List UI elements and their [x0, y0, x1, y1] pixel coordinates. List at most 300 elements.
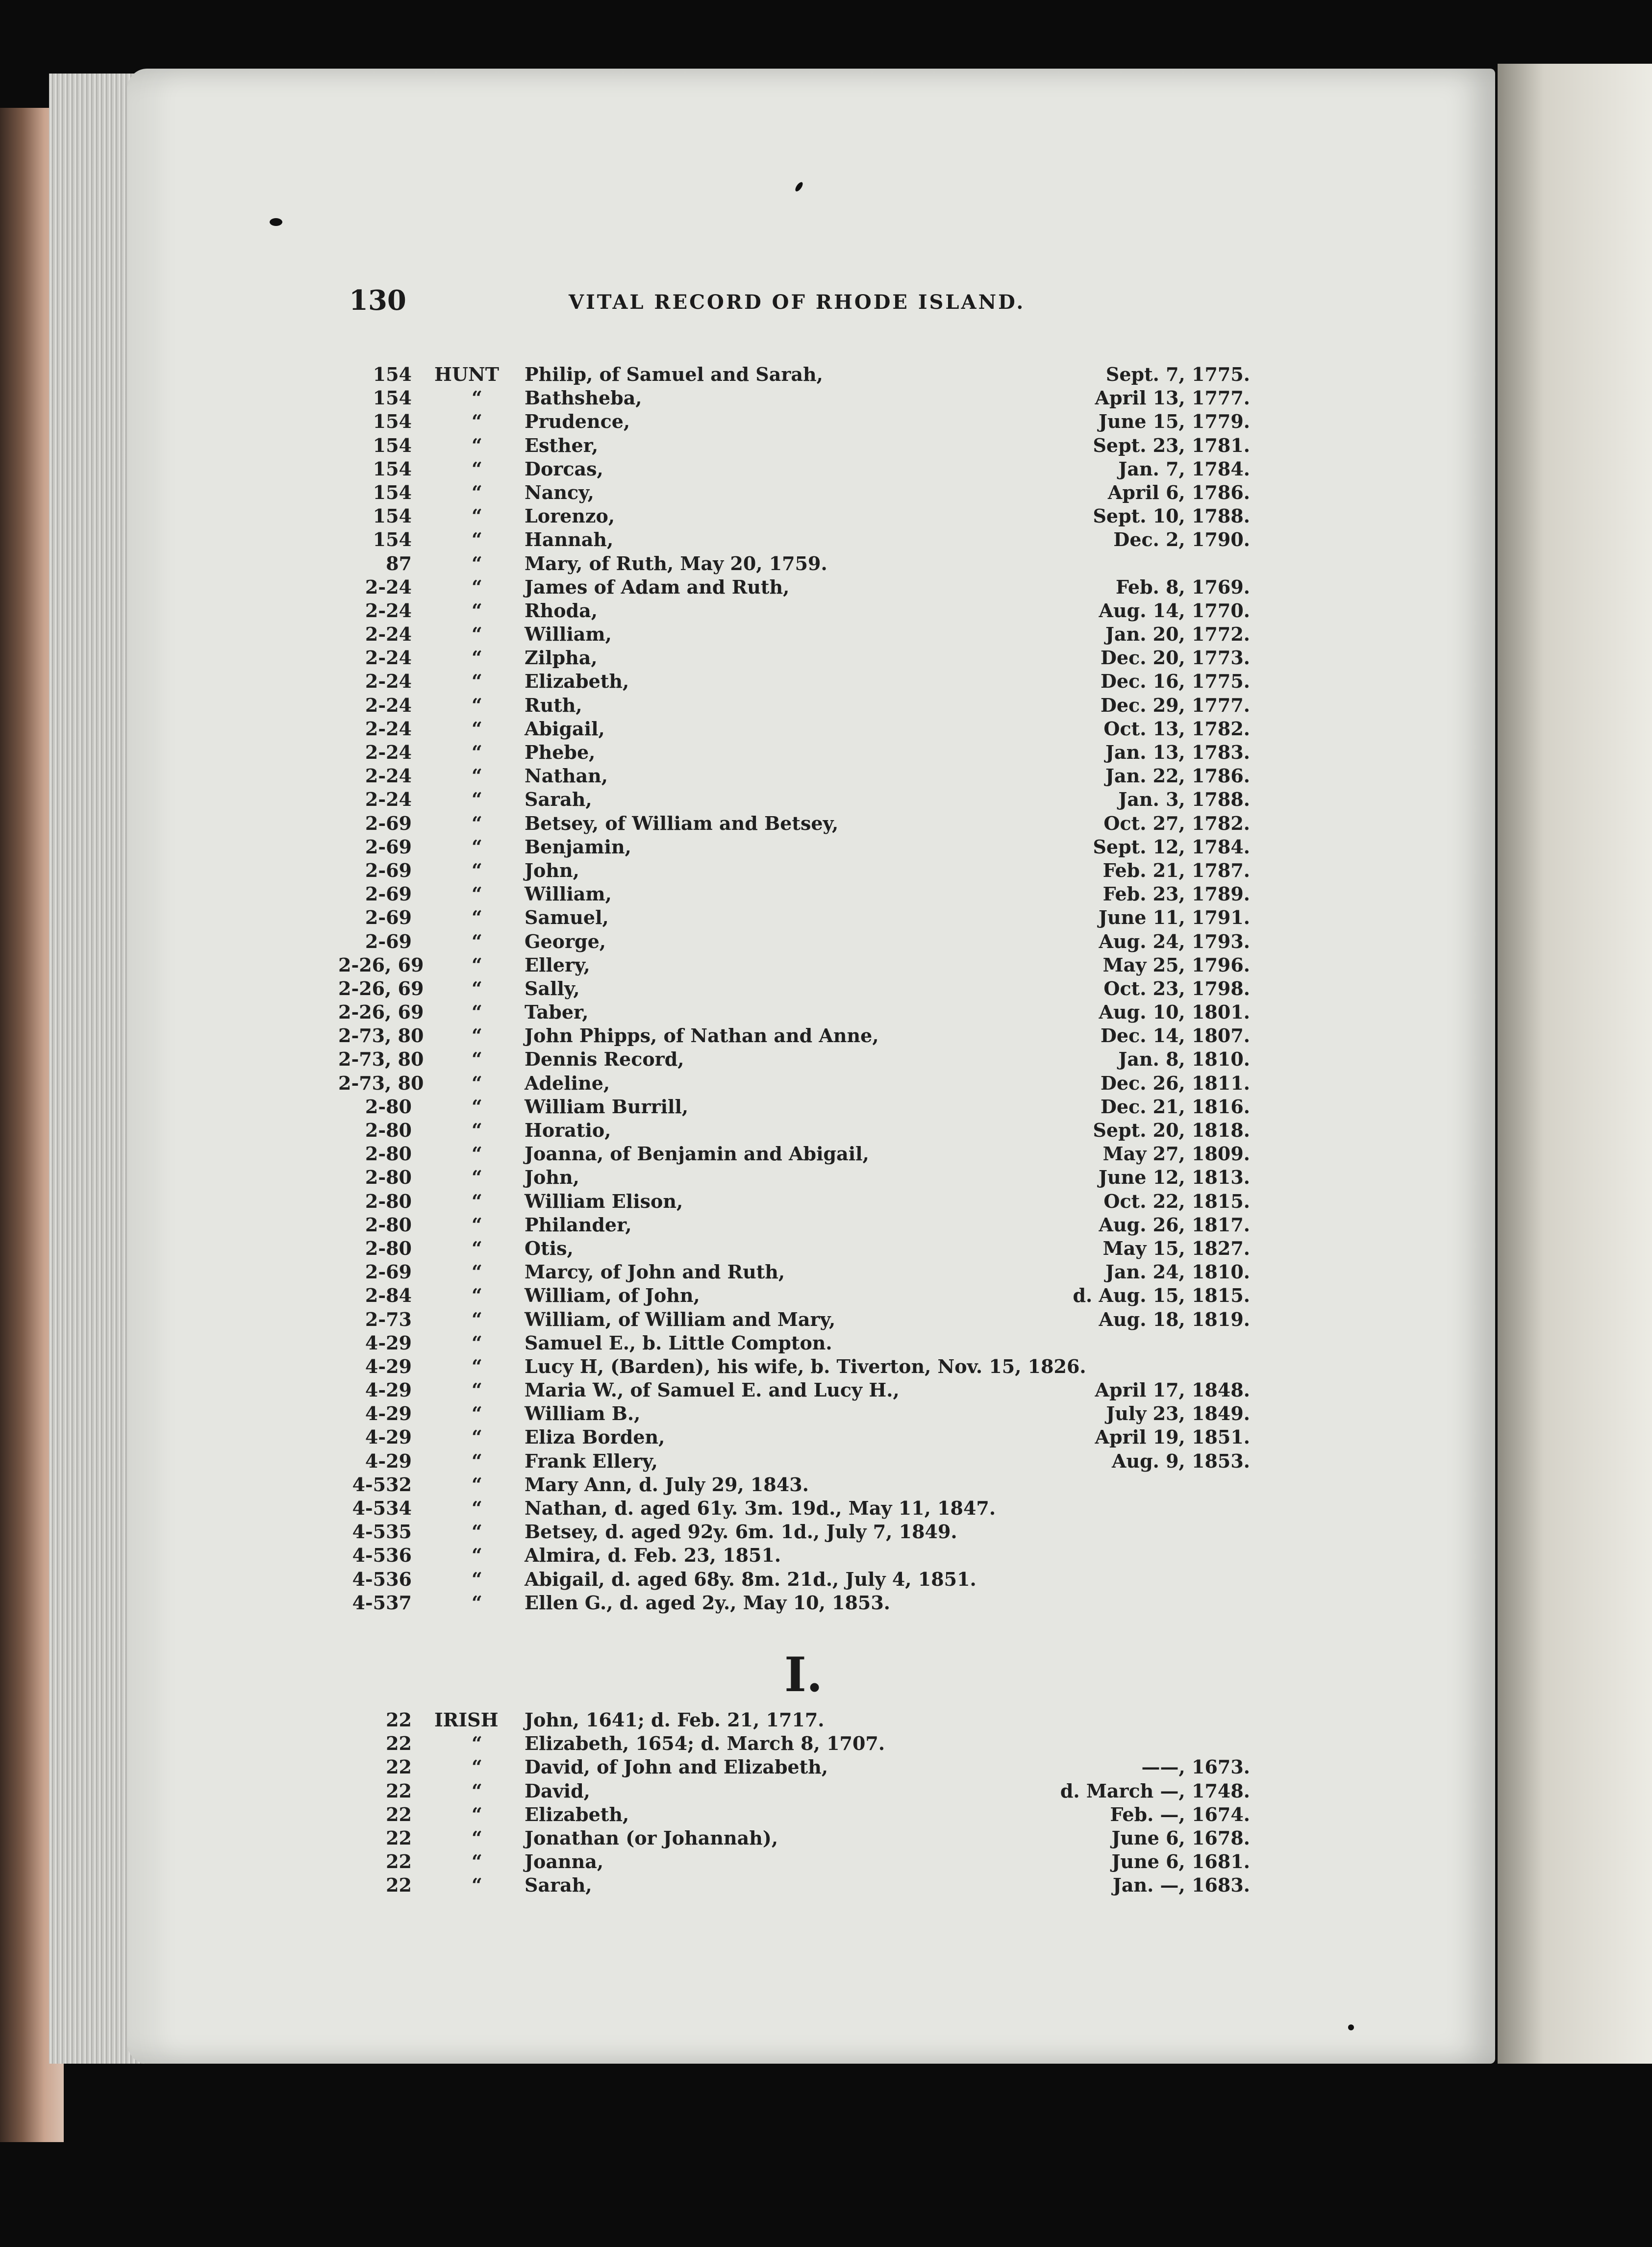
record-reference: 2-69: [365, 859, 412, 881]
record-row: [338, 1873, 1250, 1897]
record-row: [338, 1497, 1250, 1520]
record-row: [338, 1308, 1250, 1331]
record-reference: 22: [386, 1874, 412, 1897]
record-name: Lorenzo,: [525, 505, 615, 527]
ditto-mark: “: [472, 859, 482, 881]
record-reference: 2-24: [365, 717, 412, 740]
record-row: [338, 1260, 1250, 1284]
record-reference: 4-29: [365, 1331, 412, 1354]
record-date: Sept. 23, 1781.: [1093, 434, 1250, 456]
record-reference: 2-26, 69: [338, 977, 424, 999]
ditto-mark: “: [472, 1190, 482, 1212]
ditto-mark: “: [472, 930, 482, 952]
record-name: Samuel,: [525, 906, 609, 929]
record-date: d. March —, 1748.: [1060, 1779, 1250, 1802]
ditto-mark: “: [472, 647, 482, 669]
record-date: ——, 1673.: [1141, 1756, 1250, 1778]
record-row: [338, 1708, 1250, 1732]
record-row: [338, 1095, 1250, 1119]
record-row: [338, 552, 1250, 575]
section-letter: I.: [784, 1647, 823, 1702]
record-row: [338, 1544, 1250, 1567]
record-row: [338, 457, 1250, 481]
record-name: Sarah,: [525, 788, 592, 811]
record-name: Benjamin,: [525, 835, 631, 858]
record-reference: 2-24: [365, 599, 412, 622]
record-date: Jan. —, 1683.: [1112, 1874, 1250, 1897]
ditto-mark: “: [472, 1497, 482, 1519]
ditto-mark: “: [472, 977, 482, 999]
ditto-mark: “: [472, 1568, 482, 1590]
record-name: Joanna, of Benjamin and Abigail,: [525, 1143, 869, 1165]
ditto-mark: “: [472, 410, 482, 433]
record-name: Nathan,: [525, 765, 608, 787]
ink-speck: [794, 181, 804, 193]
record-reference: 154: [373, 457, 412, 480]
ditto-mark: “: [472, 1732, 482, 1755]
record-reference: 22: [386, 1779, 412, 1802]
record-name: Philip, of Samuel and Sarah,: [525, 363, 823, 385]
record-row: [338, 788, 1250, 811]
ditto-mark: “: [472, 457, 482, 480]
record-reference: 4-537: [352, 1591, 412, 1614]
record-row: [338, 670, 1250, 693]
ditto-mark: “: [472, 1261, 482, 1283]
record-surname: IRISH: [434, 1709, 499, 1731]
record-reference: 2-69: [365, 1261, 412, 1283]
record-reference: 2-24: [365, 575, 412, 598]
ditto-mark: “: [472, 1544, 482, 1567]
ditto-mark: “: [472, 1048, 482, 1071]
ditto-mark: “: [472, 1237, 482, 1259]
record-date: Jan. 22, 1786.: [1105, 765, 1250, 787]
record-reference: 154: [373, 505, 412, 527]
record-row: [338, 1568, 1250, 1591]
record-date: Sept. 20, 1818.: [1093, 1119, 1250, 1141]
record-reference: 22: [386, 1709, 412, 1731]
record-row: [338, 1591, 1250, 1615]
record-reference: 2-80: [365, 1143, 412, 1165]
record-row: [338, 835, 1250, 859]
ditto-mark: “: [472, 434, 482, 456]
record-reference: 4-536: [352, 1568, 412, 1590]
record-row: [338, 1520, 1250, 1544]
ditto-mark: “: [472, 599, 482, 622]
ditto-mark: “: [472, 1874, 482, 1897]
record-row: [338, 1803, 1250, 1826]
record-reference: 2-73, 80: [338, 1024, 424, 1047]
record-reference: 4-29: [365, 1379, 412, 1401]
record-reference: 2-69: [365, 906, 412, 929]
record-name: John,: [525, 859, 579, 881]
record-row: [338, 1142, 1250, 1166]
record-reference: 2-73: [365, 1308, 412, 1330]
record-reference: 2-24: [365, 670, 412, 693]
record-reference: 2-69: [365, 883, 412, 905]
record-name: Ellery,: [525, 953, 590, 976]
record-row: [338, 528, 1250, 551]
ditto-mark: “: [472, 1379, 482, 1401]
record-row: [338, 1284, 1250, 1307]
record-name: Philander,: [525, 1213, 632, 1236]
record-date: Dec. 29, 1777.: [1100, 694, 1250, 716]
ditto-mark: “: [472, 883, 482, 905]
ditto-mark: “: [472, 741, 482, 763]
record-name: Sarah,: [525, 1874, 592, 1897]
record-row: [338, 812, 1250, 835]
record-name: Rhoda,: [525, 599, 598, 622]
record-reference: 154: [373, 387, 412, 409]
irish-entries: [338, 1708, 1250, 1897]
ditto-mark: “: [472, 835, 482, 858]
record-reference: 2-73, 80: [338, 1048, 424, 1071]
record-reference: 2-80: [365, 1166, 412, 1189]
record-name: David, of John and Elizabeth,: [525, 1756, 828, 1778]
record-row: [338, 1190, 1250, 1213]
ditto-mark: “: [472, 765, 482, 787]
record-name: William B.,: [525, 1402, 641, 1425]
record-row: [338, 1072, 1250, 1095]
ditto-mark: “: [472, 505, 482, 527]
record-row: [338, 434, 1250, 457]
record-date: July 23, 1849.: [1106, 1402, 1250, 1425]
record-date: June 15, 1779.: [1099, 410, 1250, 433]
record-reference: 2-24: [365, 647, 412, 669]
record-reference: 4-532: [352, 1473, 412, 1496]
ditto-mark: “: [472, 953, 482, 976]
record-row: [338, 906, 1250, 929]
record-date: Jan. 8, 1810.: [1118, 1048, 1250, 1071]
record-row: [338, 386, 1250, 410]
record-row: [338, 1732, 1250, 1755]
record-reference: 2-84: [365, 1284, 412, 1307]
record-date: Jan. 3, 1788.: [1118, 788, 1250, 811]
ditto-mark: “: [472, 1072, 482, 1094]
record-date: Oct. 22, 1815.: [1103, 1190, 1250, 1212]
record-date: May 25, 1796.: [1102, 953, 1250, 976]
record-row: [338, 882, 1250, 906]
record-name: William,: [525, 883, 612, 905]
record-date: Sept. 12, 1784.: [1093, 835, 1250, 858]
ditto-mark: “: [472, 1779, 482, 1802]
ditto-mark: “: [472, 1001, 482, 1024]
record-date: June 6, 1678.: [1111, 1826, 1250, 1849]
record-row: [338, 1850, 1250, 1873]
record-name: Ellen G., d. aged 2y., May 10, 1853.: [525, 1591, 891, 1614]
record-date: Feb. 23, 1789.: [1102, 883, 1250, 905]
record-name: Jonathan (or Johannah),: [525, 1826, 778, 1849]
record-date: Dec. 2, 1790.: [1113, 528, 1250, 551]
record-row: [338, 1237, 1250, 1260]
record-name: Hannah,: [525, 528, 614, 551]
record-row: [338, 1378, 1250, 1402]
record-row: [338, 1213, 1250, 1237]
ditto-mark: “: [472, 1213, 482, 1236]
record-row: [338, 1166, 1250, 1189]
record-reference: 4-535: [352, 1521, 412, 1543]
record-reference: 154: [373, 528, 412, 551]
record-date: Feb. 8, 1769.: [1116, 575, 1250, 598]
record-name: Mary Ann, d. July 29, 1843.: [525, 1473, 809, 1496]
record-date: Dec. 20, 1773.: [1100, 647, 1250, 669]
record-reference: 154: [373, 363, 412, 385]
record-reference: 22: [386, 1732, 412, 1755]
record-row: [338, 764, 1250, 788]
ditto-mark: “: [472, 694, 482, 716]
record-name: William, of William and Mary,: [525, 1308, 836, 1330]
ditto-mark: “: [472, 1756, 482, 1778]
record-name: John, 1641; d. Feb. 21, 1717.: [525, 1709, 825, 1731]
record-name: Prudence,: [525, 410, 630, 433]
record-row: [338, 717, 1250, 741]
record-reference: 2-80: [365, 1237, 412, 1259]
record-reference: 4-29: [365, 1355, 412, 1377]
ditto-mark: “: [472, 1119, 482, 1141]
record-reference: 2-26, 69: [338, 1001, 424, 1024]
record-reference: 4-29: [365, 1449, 412, 1472]
record-reference: 4-29: [365, 1426, 412, 1448]
ditto-mark: “: [472, 552, 482, 574]
record-date: d. Aug. 15, 1815.: [1073, 1284, 1250, 1307]
record-reference: 22: [386, 1756, 412, 1778]
record-row: [338, 977, 1250, 1000]
record-reference: 22: [386, 1826, 412, 1849]
record-row: [338, 1119, 1250, 1142]
ditto-mark: “: [472, 1850, 482, 1873]
record-date: June 12, 1813.: [1099, 1166, 1250, 1189]
hunt-entries: [338, 363, 1250, 1615]
record-name: Nathan, d. aged 61y. 3m. 19d., May 11, 1847.: [525, 1497, 996, 1519]
record-date: Feb. 21, 1787.: [1102, 859, 1250, 881]
record-name: Abigail, d. aged 68y. 8m. 21d., July 4, 1851.: [525, 1568, 976, 1590]
record-date: Oct. 23, 1798.: [1103, 977, 1250, 999]
record-name: William,: [525, 623, 612, 646]
record-date: Jan. 13, 1783.: [1105, 741, 1250, 763]
record-name: Dennis Record,: [525, 1048, 684, 1071]
record-reference: 4-534: [352, 1497, 412, 1519]
record-date: Aug. 26, 1817.: [1099, 1213, 1250, 1236]
record-name: Sally,: [525, 977, 580, 999]
record-name: Elizabeth, 1654; d. March 8, 1707.: [525, 1732, 885, 1755]
record-name: Adeline,: [525, 1072, 610, 1094]
record-name: John Phipps, of Nathan and Anne,: [525, 1024, 879, 1047]
record-row: [338, 481, 1250, 504]
record-date: Aug. 18, 1819.: [1099, 1308, 1250, 1330]
ditto-mark: “: [472, 670, 482, 693]
ditto-mark: “: [472, 1095, 482, 1118]
ditto-mark: “: [472, 528, 482, 551]
ditto-mark: “: [472, 1024, 482, 1047]
record-reference: 2-73, 80: [338, 1072, 424, 1094]
record-date: April 19, 1851.: [1095, 1426, 1250, 1448]
record-row: [338, 1331, 1250, 1355]
ditto-mark: “: [472, 1143, 482, 1165]
record-name: Nancy,: [525, 481, 594, 503]
ditto-mark: “: [472, 1826, 482, 1849]
record-date: Aug. 24, 1793.: [1099, 930, 1250, 952]
record-name: Maria W., of Samuel E. and Lucy H.,: [525, 1379, 900, 1401]
record-row: [338, 410, 1250, 433]
record-name: Phebe,: [525, 741, 596, 763]
ditto-mark: “: [472, 1473, 482, 1496]
record-reference: 2-24: [365, 694, 412, 716]
record-surname: HUNT: [434, 363, 500, 385]
record-name: William Elison,: [525, 1190, 683, 1212]
record-reference: 2-80: [365, 1213, 412, 1236]
record-name: Elizabeth,: [525, 1803, 629, 1825]
ink-speck: [1348, 2024, 1354, 2030]
record-name: Betsey, of William and Betsey,: [525, 812, 839, 834]
record-row: [338, 1048, 1250, 1071]
record-date: May 15, 1827.: [1102, 1237, 1250, 1259]
ditto-mark: “: [472, 1521, 482, 1543]
record-row: [338, 953, 1250, 977]
record-row: [338, 1473, 1250, 1497]
ditto-mark: “: [472, 1449, 482, 1472]
facing-page-edge: [1498, 64, 1652, 2064]
record-row: [338, 694, 1250, 717]
record-name: Taber,: [525, 1001, 589, 1024]
ditto-mark: “: [472, 717, 482, 740]
record-name: Elizabeth,: [525, 670, 629, 693]
record-row: [338, 599, 1250, 623]
record-name: Lucy H, (Barden), his wife, b. Tiverton, Nov. 15, 1826.: [525, 1355, 1086, 1377]
record-name: Horatio,: [525, 1119, 611, 1141]
record-reference: 2-24: [365, 788, 412, 811]
record-name: Eliza Borden,: [525, 1426, 665, 1448]
record-date: Sept. 7, 1775.: [1105, 363, 1250, 385]
ditto-mark: “: [472, 1803, 482, 1825]
record-name: Ruth,: [525, 694, 582, 716]
record-date: Dec. 16, 1775.: [1100, 670, 1250, 693]
ditto-mark: “: [472, 575, 482, 598]
ditto-mark: “: [472, 1402, 482, 1425]
record-reference: 2-80: [365, 1095, 412, 1118]
record-date: Jan. 20, 1772.: [1105, 623, 1250, 646]
record-row: [338, 859, 1250, 882]
record-row: [338, 1755, 1250, 1779]
record-name: Frank Ellery,: [525, 1449, 658, 1472]
record-name: Zilpha,: [525, 647, 598, 669]
record-name: Betsey, d. aged 92y. 6m. 1d., July 7, 1849.: [525, 1521, 957, 1543]
record-reference: 2-80: [365, 1119, 412, 1141]
record-date: Aug. 10, 1801.: [1099, 1001, 1250, 1024]
record-reference: 22: [386, 1803, 412, 1825]
record-name: Mary, of Ruth, May 20, 1759.: [525, 552, 827, 574]
record-row: [338, 1779, 1250, 1803]
ditto-mark: “: [472, 906, 482, 929]
record-date: April 6, 1786.: [1107, 481, 1250, 503]
ditto-mark: “: [472, 1308, 482, 1330]
page-number: 130: [349, 284, 406, 317]
record-reference: 2-24: [365, 741, 412, 763]
record-reference: 154: [373, 410, 412, 433]
ditto-mark: “: [472, 387, 482, 409]
record-reference: 2-80: [365, 1190, 412, 1212]
record-row: [338, 623, 1250, 646]
record-name: George,: [525, 930, 606, 952]
record-date: June 6, 1681.: [1111, 1850, 1250, 1873]
record-row: [338, 741, 1250, 764]
record-row: [338, 1402, 1250, 1425]
record-date: April 17, 1848.: [1095, 1379, 1250, 1401]
running-head: VITAL RECORD OF RHODE ISLAND.: [569, 291, 1026, 314]
record-row: [338, 1024, 1250, 1048]
record-row: [338, 1000, 1250, 1024]
record-reference: 87: [386, 552, 412, 574]
record-name: William, of John,: [525, 1284, 700, 1307]
record-reference: 154: [373, 481, 412, 503]
record-date: Dec. 26, 1811.: [1100, 1072, 1250, 1094]
record-row: [338, 1425, 1250, 1449]
record-row: [338, 930, 1250, 953]
record-date: Jan. 24, 1810.: [1105, 1261, 1250, 1283]
record-date: Aug. 9, 1853.: [1111, 1449, 1250, 1472]
record-reference: 154: [373, 434, 412, 456]
record-name: James of Adam and Ruth,: [525, 575, 790, 598]
record-reference: 22: [386, 1850, 412, 1873]
ink-speck: [270, 218, 282, 226]
record-reference: 2-69: [365, 812, 412, 834]
record-row: [338, 1826, 1250, 1850]
record-date: Sept. 10, 1788.: [1093, 505, 1250, 527]
record-name: Bathsheba,: [525, 387, 642, 409]
record-row: [338, 363, 1250, 386]
record-name: David,: [525, 1779, 590, 1802]
ditto-mark: “: [472, 1591, 482, 1614]
record-reference: 4-29: [365, 1402, 412, 1425]
record-name: Almira, d. Feb. 23, 1851.: [525, 1544, 781, 1567]
record-date: Jan. 7, 1784.: [1118, 457, 1250, 480]
record-row: [338, 575, 1250, 599]
ditto-mark: “: [472, 788, 482, 811]
record-date: June 11, 1791.: [1099, 906, 1250, 929]
record-date: Dec. 14, 1807.: [1100, 1024, 1250, 1047]
record-name: William Burrill,: [525, 1095, 689, 1118]
record-name: Esther,: [525, 434, 599, 456]
record-name: John,: [525, 1166, 579, 1189]
record-date: Oct. 27, 1782.: [1103, 812, 1250, 834]
record-row: [338, 1449, 1250, 1473]
ditto-mark: “: [472, 481, 482, 503]
record-reference: 2-69: [365, 835, 412, 858]
record-reference: 2-69: [365, 930, 412, 952]
ditto-mark: “: [472, 1331, 482, 1354]
record-date: Aug. 14, 1770.: [1099, 599, 1250, 622]
record-row: [338, 1355, 1250, 1378]
ditto-mark: “: [472, 1284, 482, 1307]
record-row: [338, 504, 1250, 528]
record-name: Dorcas,: [525, 457, 603, 480]
record-reference: 2-24: [365, 623, 412, 646]
record-name: Samuel E., b. Little Compton.: [525, 1331, 832, 1354]
ditto-mark: “: [472, 623, 482, 646]
record-date: Dec. 21, 1816.: [1100, 1095, 1250, 1118]
record-reference: 2-24: [365, 765, 412, 787]
record-date: Oct. 13, 1782.: [1103, 717, 1250, 740]
record-name: Otis,: [525, 1237, 574, 1259]
record-reference: 4-536: [352, 1544, 412, 1567]
record-name: Joanna,: [525, 1850, 604, 1873]
record-reference: 2-26, 69: [338, 953, 424, 976]
record-date: Feb. —, 1674.: [1110, 1803, 1250, 1825]
record-date: April 13, 1777.: [1095, 387, 1250, 409]
record-date: May 27, 1809.: [1102, 1143, 1250, 1165]
ditto-mark: “: [472, 1355, 482, 1377]
record-row: [338, 646, 1250, 670]
ditto-mark: “: [472, 812, 482, 834]
record-name: Marcy, of John and Ruth,: [525, 1261, 785, 1283]
